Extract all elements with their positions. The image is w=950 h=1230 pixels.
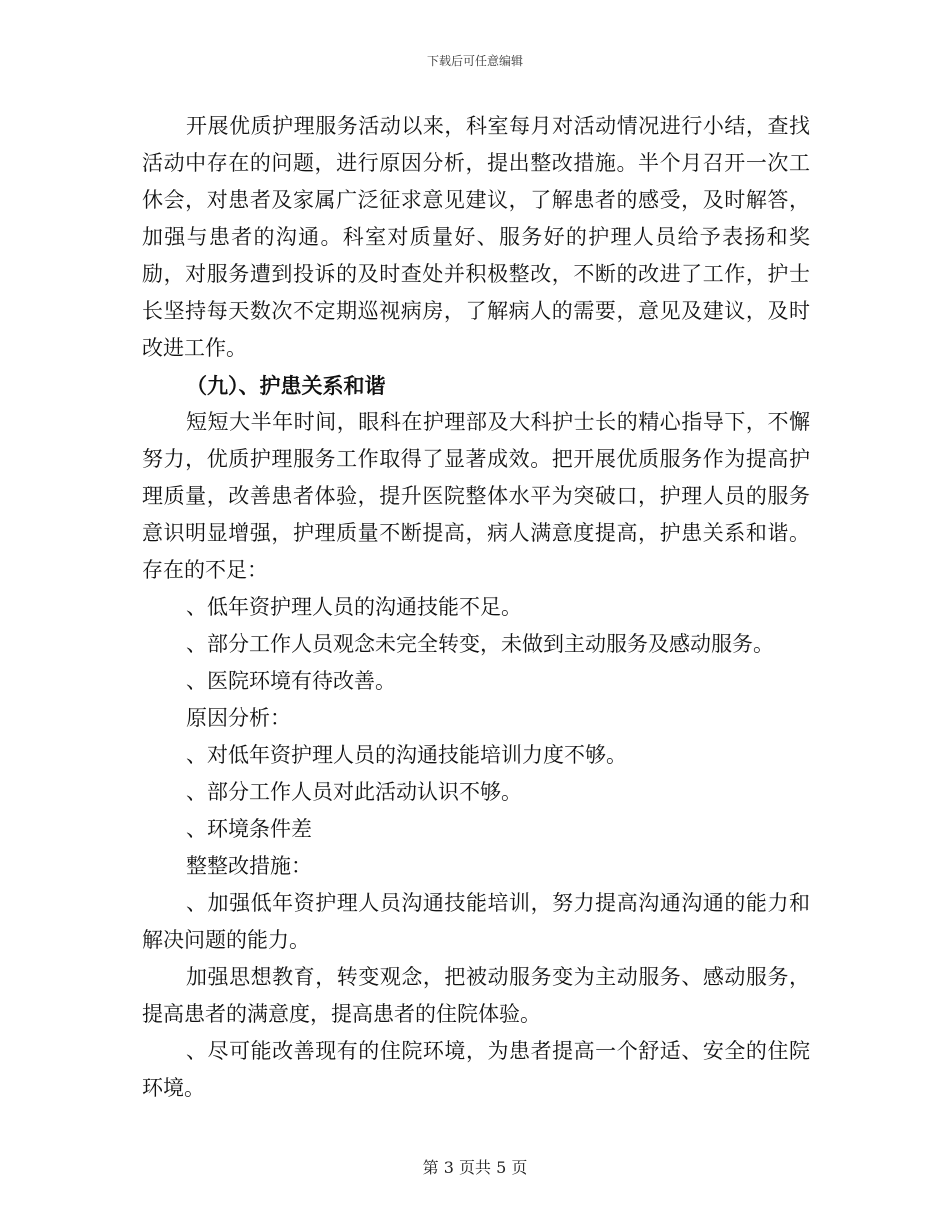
list-item-shortcoming-3: 、医院环境有待改善。 xyxy=(186,669,396,693)
list-item-cause-2: 、部分工作人员对此活动认识不够。 xyxy=(186,780,522,804)
document-body xyxy=(142,108,810,1107)
list-item-measure-2: 加强思想教育，转变观念，把被动服务变为主动服务、感动服务，提高患者的满意度，提高患者的住院体验。 xyxy=(142,965,810,1026)
list-item-cause-1: 、对低年资护理人员的沟通技能培训力度不够。 xyxy=(186,743,627,767)
list-item-shortcoming-2: 、部分工作人员观念未完全转变，未做到主动服务及感动服务。 xyxy=(186,632,774,656)
paragraph-activity-summary: 开展优质护理服务活动以来，科室每月对活动情况进行小结，查找活动中存在的问题，进行原因分析，提出整改措施。半个月召开一次工休会，对患者及家属广泛征求意见建议，了解患者的感受，及时解答，加强与患者的沟通。科室对质量好、服务好的护理人员给予表扬和奖励，对服务遭到投诉的及时查处并积极整改，不断的改进了工作，护士长坚持每天数次不定期巡视病房，了解病人的需要，意见及建议，及时改进工作。 xyxy=(142,114,810,360)
list-item-cause-3: 、环境条件差 xyxy=(186,817,312,841)
list-item-measure-3: 、尽可能改善现有的住院环境，为患者提高一个舒适、安全的住院环境。 xyxy=(142,1039,810,1100)
paragraph-achievements: 短短大半年时间，眼科在护理部及大科护士长的精心指导下，不懈努力，优质护理服务工作取得了显著成效。把开展优质服务作为提高护理质量，改善患者体验，提升医院整体水平为突破口，护理人员的服务意识明显增强，护理质量不断提高，病人满意度提高，护患关系和谐。存在的不足： xyxy=(142,410,810,582)
list-item-shortcoming-1: 、低年资护理人员的沟通技能不足。 xyxy=(186,595,522,619)
subheading-cause-analysis: 原因分析： xyxy=(186,706,291,730)
page-footer: 第 3 页共 5 页 xyxy=(422,1158,528,1177)
page-header: 下载后可任意编辑 xyxy=(426,54,523,68)
list-item-measure-1: 、加强低年资护理人员沟通技能培训，努力提高沟通沟通的能力和解决问题的能力。 xyxy=(142,891,810,952)
section-heading-nine: （九）、护患关系和谐 xyxy=(186,373,386,398)
subheading-measures: 整整改措施： xyxy=(186,854,312,878)
